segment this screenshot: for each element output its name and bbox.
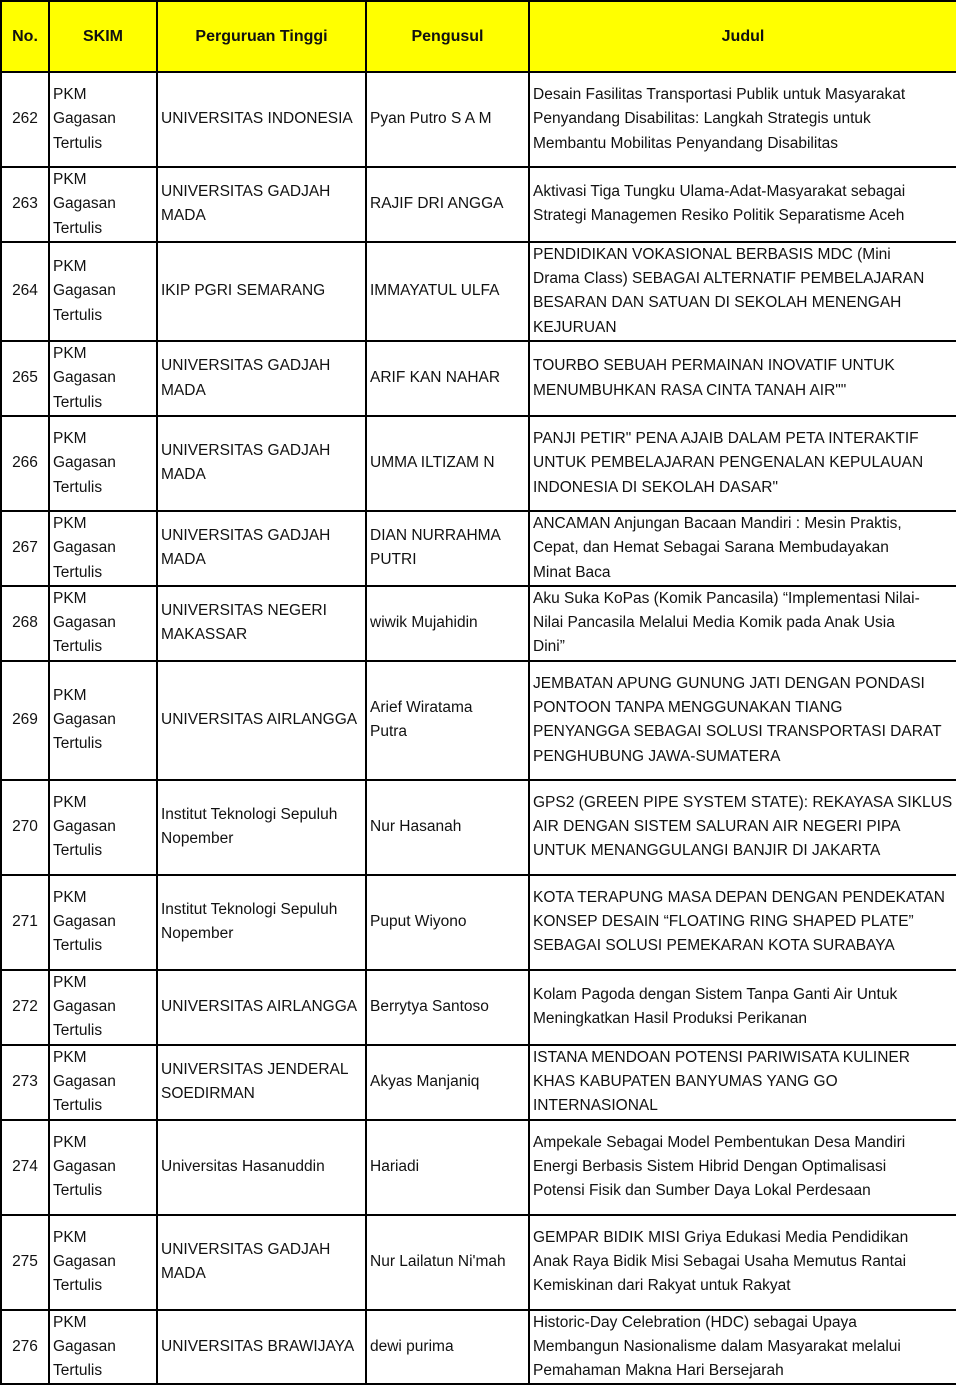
header-perguruan-tinggi: Perguruan Tinggi xyxy=(157,1,366,72)
cell-no: 262 xyxy=(1,72,49,167)
cell-judul: Desain Fasilitas Transportasi Publik untuk Masyarakat Penyandang Disabilitas: Langkah Strategis untuk Membantu Mobilitas Penyandang Disabilitas xyxy=(529,72,956,167)
header-row xyxy=(1,1,956,72)
cell-judul: Historic-Day Celebration (HDC) sebagai Upaya Membangun Nasionalisme dalam Masyarakat melalui Pemahaman Makna Hari Bersejarah xyxy=(529,1310,956,1385)
cell-perguruan-tinggi: UNIVERSITAS NEGERI MAKASSAR xyxy=(157,586,366,661)
cell-skim: PKM Gagasan Tertulis xyxy=(49,1310,157,1385)
table-row xyxy=(1,341,956,416)
cell-no: 275 xyxy=(1,1215,49,1310)
cell-judul: Aku Suka KoPas (Komik Pancasila) “Implementasi Nilai- Nilai Pancasila Melalui Media Komik pada Anak Usia Dini” xyxy=(529,586,956,661)
header-judul: Judul xyxy=(529,1,956,72)
table-row xyxy=(1,511,956,586)
cell-pengusul: Puput Wiyono xyxy=(366,875,529,970)
cell-judul: Kolam Pagoda dengan Sistem Tanpa Ganti Air Untuk Meningkatkan Hasil Produksi Perikanan xyxy=(529,970,956,1045)
cell-no: 270 xyxy=(1,780,49,875)
cell-skim: PKM Gagasan Tertulis xyxy=(49,72,157,167)
table-row xyxy=(1,1120,956,1215)
table-row xyxy=(1,1310,956,1385)
cell-judul: KOTA TERAPUNG MASA DEPAN DENGAN PENDEKATAN KONSEP DESAIN “FLOATING RING SHAPED PLATE” SEBAGAI SOLUSI PEMEKARAN KOTA SURABAYA xyxy=(529,875,956,970)
cell-perguruan-tinggi: Institut Teknologi Sepuluh Nopember xyxy=(157,780,366,875)
cell-skim: PKM Gagasan Tertulis xyxy=(49,661,157,780)
cell-pengusul: Arief Wiratama Putra xyxy=(366,661,529,780)
cell-no: 267 xyxy=(1,511,49,586)
cell-skim: PKM Gagasan Tertulis xyxy=(49,242,157,341)
cell-pengusul: RAJIF DRI ANGGA xyxy=(366,167,529,242)
cell-no: 272 xyxy=(1,970,49,1045)
cell-pengusul: Hariadi xyxy=(366,1120,529,1215)
header-no: No. xyxy=(1,1,49,72)
cell-pengusul: Nur Hasanah xyxy=(366,780,529,875)
cell-perguruan-tinggi: UNIVERSITAS GADJAH MADA xyxy=(157,1215,366,1310)
cell-judul: PENDIDIKAN VOKASIONAL BERBASIS MDC (Mini Drama Class) SEBAGAI ALTERNATIF PEMBELAJARAN BESARAN DAN SATUAN DI SEKOLAH MENENGAH KEJURUAN xyxy=(529,242,956,341)
cell-pengusul: wiwik Mujahidin xyxy=(366,586,529,661)
cell-perguruan-tinggi: UNIVERSITAS GADJAH MADA xyxy=(157,167,366,242)
cell-perguruan-tinggi: UNIVERSITAS AIRLANGGA xyxy=(157,970,366,1045)
cell-judul: TOURBO SEBUAH PERMAINAN INOVATIF UNTUK MENUMBUHKAN RASA CINTA TANAH AIR"" xyxy=(529,341,956,416)
cell-no: 276 xyxy=(1,1310,49,1385)
cell-no: 274 xyxy=(1,1120,49,1215)
header-pengusul: Pengusul xyxy=(366,1,529,72)
cell-judul: PANJI PETIR" PENA AJAIB DALAM PETA INTERAKTIF UNTUK PEMBELAJARAN PENGENALAN KEPULAUAN INDONESIA DI SEKOLAH DASAR" xyxy=(529,416,956,511)
cell-pengusul: Pyan Putro S A M xyxy=(366,72,529,167)
table-row xyxy=(1,167,956,242)
table-row xyxy=(1,661,956,780)
cell-perguruan-tinggi: Institut Teknologi Sepuluh Nopember xyxy=(157,875,366,970)
cell-skim: PKM Gagasan Tertulis xyxy=(49,167,157,242)
cell-perguruan-tinggi: UNIVERSITAS GADJAH MADA xyxy=(157,341,366,416)
cell-skim: PKM Gagasan Tertulis xyxy=(49,341,157,416)
cell-perguruan-tinggi: UNIVERSITAS GADJAH MADA xyxy=(157,416,366,511)
cell-skim: PKM Gagasan Tertulis xyxy=(49,586,157,661)
cell-skim: PKM Gagasan Tertulis xyxy=(49,1045,157,1120)
table-row xyxy=(1,416,956,511)
table-row xyxy=(1,1045,956,1120)
table-row xyxy=(1,875,956,970)
cell-perguruan-tinggi: UNIVERSITAS AIRLANGGA xyxy=(157,661,366,780)
cell-no: 266 xyxy=(1,416,49,511)
cell-pengusul: dewi purima xyxy=(366,1310,529,1385)
cell-judul: Aktivasi Tiga Tungku Ulama-Adat-Masyarakat sebagai Strategi Managemen Resiko Politik Separatisme Aceh xyxy=(529,167,956,242)
cell-pengusul: Nur Lailatun Ni'mah xyxy=(366,1215,529,1310)
table-row xyxy=(1,586,956,661)
cell-pengusul: UMMA ILTIZAM N xyxy=(366,416,529,511)
cell-judul: GPS2 (GREEN PIPE SYSTEM STATE): REKAYASA SIKLUS AIR DENGAN SISTEM SALURAN AIR NEGERI PIPA UNTUK MENANGGULANGI BANJIR DI JAKARTA xyxy=(529,780,956,875)
cell-perguruan-tinggi: Universitas Hasanuddin xyxy=(157,1120,366,1215)
cell-skim: PKM Gagasan Tertulis xyxy=(49,1215,157,1310)
cell-perguruan-tinggi: UNIVERSITAS GADJAH MADA xyxy=(157,511,366,586)
cell-skim: PKM Gagasan Tertulis xyxy=(49,970,157,1045)
cell-judul: JEMBATAN APUNG GUNUNG JATI DENGAN PONDASI PONTOON TANPA MENGGUNAKAN TIANG PENYANGGA SEBAGAI SOLUSI TRANSPORTASI DARAT PENGHUBUNG JAWA-SUMATERA xyxy=(529,661,956,780)
cell-judul: Ampekale Sebagai Model Pembentukan Desa Mandiri Energi Berbasis Sistem Hibrid Dengan Optimalisasi Potensi Fisik dan Sumber Daya Lokal Perdesaan xyxy=(529,1120,956,1215)
cell-no: 268 xyxy=(1,586,49,661)
cell-skim: PKM Gagasan Tertulis xyxy=(49,1120,157,1215)
cell-perguruan-tinggi: UNIVERSITAS JENDERAL SOEDIRMAN xyxy=(157,1045,366,1120)
cell-perguruan-tinggi: IKIP PGRI SEMARANG xyxy=(157,242,366,341)
table-row xyxy=(1,242,956,341)
cell-skim: PKM Gagasan Tertulis xyxy=(49,875,157,970)
cell-perguruan-tinggi: UNIVERSITAS BRAWIJAYA xyxy=(157,1310,366,1385)
cell-no: 265 xyxy=(1,341,49,416)
cell-no: 271 xyxy=(1,875,49,970)
cell-judul: GEMPAR BIDIK MISI Griya Edukasi Media Pendidikan Anak Raya Bidik Misi Sebagai Usaha Memutus Rantai Kemiskinan dari Rakyat untuk Rakyat xyxy=(529,1215,956,1310)
cell-no: 269 xyxy=(1,661,49,780)
table-row xyxy=(1,780,956,875)
table-row xyxy=(1,970,956,1045)
cell-pengusul: Berrytya Santoso xyxy=(366,970,529,1045)
cell-skim: PKM Gagasan Tertulis xyxy=(49,511,157,586)
cell-judul: ISTANA MENDOAN POTENSI PARIWISATA KULINER KHAS KABUPATEN BANYUMAS YANG GO INTERNASIONAL xyxy=(529,1045,956,1120)
cell-pengusul: ARIF KAN NAHAR xyxy=(366,341,529,416)
cell-skim: PKM Gagasan Tertulis xyxy=(49,780,157,875)
cell-judul: ANCAMAN Anjungan Bacaan Mandiri : Mesin Praktis, Cepat, dan Hemat Sebagai Sarana Membudayakan Minat Baca xyxy=(529,511,956,586)
cell-no: 273 xyxy=(1,1045,49,1120)
header-skim: SKIM xyxy=(49,1,157,72)
cell-pengusul: Akyas Manjaniq xyxy=(366,1045,529,1120)
cell-pengusul: DIAN NURRAHMA PUTRI xyxy=(366,511,529,586)
cell-pengusul: IMMAYATUL ULFA xyxy=(366,242,529,341)
table-row xyxy=(1,72,956,167)
cell-perguruan-tinggi: UNIVERSITAS INDONESIA xyxy=(157,72,366,167)
cell-no: 263 xyxy=(1,167,49,242)
cell-skim: PKM Gagasan Tertulis xyxy=(49,416,157,511)
table-row xyxy=(1,1215,956,1310)
cell-no: 264 xyxy=(1,242,49,341)
